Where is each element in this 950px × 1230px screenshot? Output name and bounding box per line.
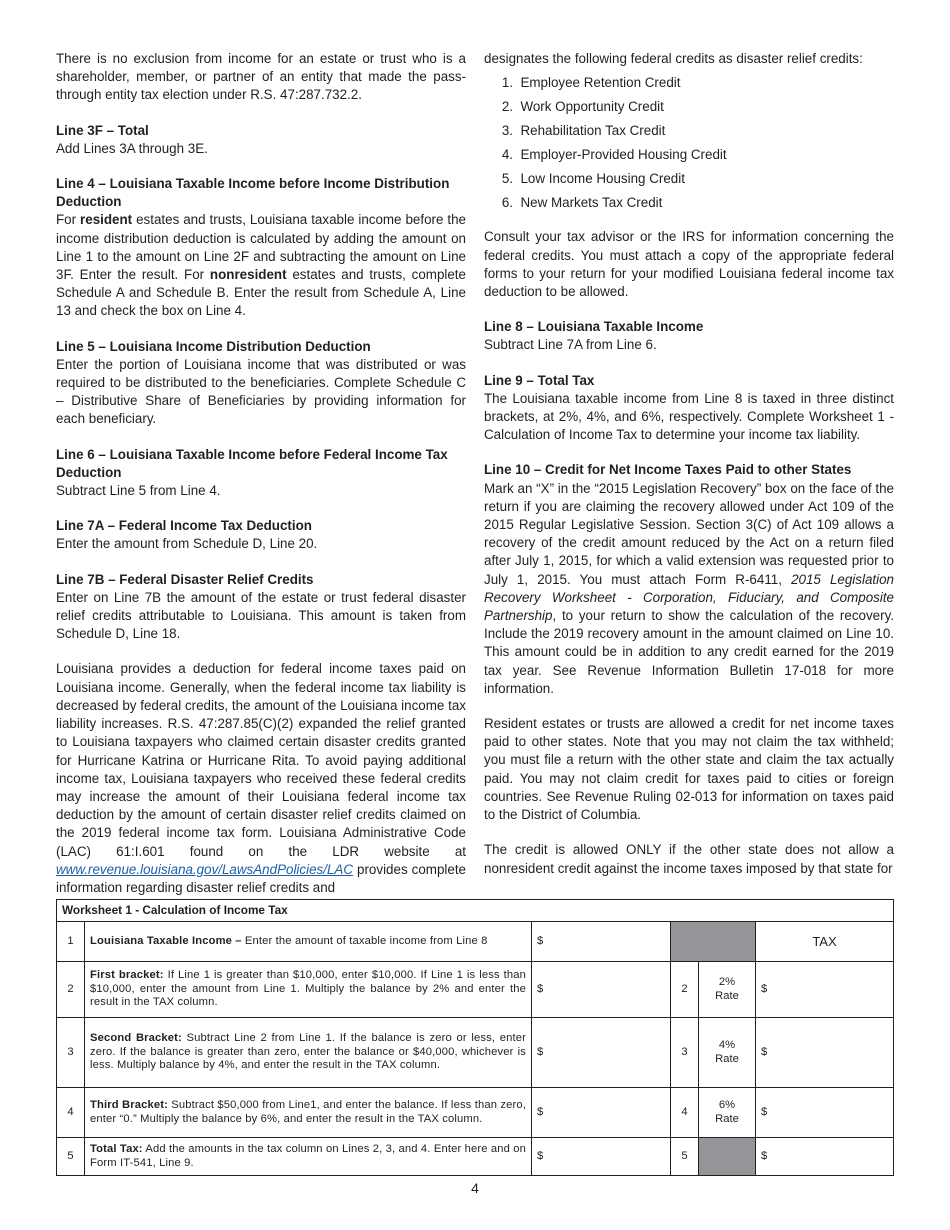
credits-list: [484, 74, 894, 212]
row-description: First bracket: If Line 1 is greater than $10,000, enter $10,000. If Line 1 is less than $10,000, enter the amount from Line 1. Multiply the balance by 2% and enter the result in the TAX column.: [85, 962, 532, 1018]
page-number: 4: [471, 1180, 479, 1196]
worksheet-1-table: [56, 899, 894, 1176]
line-number: 4: [57, 1088, 85, 1138]
line-6-heading: Line 6 – Louisiana Taxable Income before Federal Income Tax Deduction: [56, 446, 448, 480]
line-7a-heading: Line 7A – Federal Income Tax Deduction: [56, 518, 312, 534]
line-8-heading: Line 8 – Louisiana Taxable Income: [484, 319, 704, 335]
table-row: [57, 922, 894, 962]
row-description: Second Bracket: Subtract Line 2 from Line 1. If the balance is zero or less, enter zero. If the balance is greater than zero, enter the balance or $40,000, whichever is less. Multiply balance by 4%, and enter the result in the TAX column.: [85, 1018, 532, 1088]
list-item: 1. Employee Retention Credit: [501, 75, 681, 91]
ldr-lac-link[interactable]: www.revenue.louisiana.gov/LawsAndPolicies/LAC: [56, 861, 353, 877]
tax-field[interactable]: $: [756, 1138, 894, 1176]
list-item: 5. Low Income Housing Credit: [501, 171, 685, 187]
only-paragraph: [484, 841, 894, 877]
list-item: 4. Employer-Provided Housing Credit: [501, 147, 727, 163]
intro-paragraph: [56, 50, 466, 105]
tax-field[interactable]: $: [756, 1018, 894, 1088]
tax-column-header: TAX: [756, 922, 894, 962]
tax-field[interactable]: $: [756, 962, 894, 1018]
right-column: [484, 50, 894, 878]
amount-field[interactable]: $: [532, 962, 671, 1018]
section-line-4: [56, 175, 466, 321]
consult-paragraph: [484, 228, 894, 301]
line-number: 5: [57, 1138, 85, 1176]
line-number-right: 3: [671, 1018, 699, 1088]
intro-text: There is no exclusion from income for an estate or trust who is a shareholder, member, or partner of an entity that made the pass-through entity tax election under R.S. 47:287.732.2.: [56, 51, 466, 103]
line-10-text: Mark an “X” in the “2015 Legislation Recovery” box on the face of the return if you are claiming the recovery allowed under Act 109 of the 2015 Regular Legislative Session. Section 3(C) of Act 109 allows a recovery of the credit amount reduced by the Act on a return filed after July 1, 2015, for which a valid extension was requested prior to July 1, 2015. You must attach Form R-6411, 2015 Legislation Recovery Worksheet - Corporation, Fiduciary, and Composite Partnership, to your return to show the calculation of the recovery. Include the 2019 recovery amount in the amount claimed on Line 10. This amount could be in addition to any credit earned for the 2019 tax year. See Revenue Information Bulletin 17-018 for more information.: [484, 480, 894, 696]
rate-cell: 2% Rate: [699, 962, 756, 1018]
section-line-9: [484, 372, 894, 445]
rate-cell: 6% Rate: [699, 1088, 756, 1138]
tax-field[interactable]: $: [756, 1088, 894, 1138]
left-column: [56, 50, 466, 897]
line-number-right: 5: [671, 1138, 699, 1176]
line-number: 1: [57, 922, 85, 962]
consult-text: Consult your tax advisor or the IRS for information concerning the federal credits. You must attach a copy of the appropriate federal forms to your return for your modified Louisiana federal income tax deduction to be allowed.: [484, 229, 894, 300]
resident-paragraph: [484, 715, 894, 824]
only-text: The credit is allowed ONLY if the other state does not allow a nonresident credit against the income taxes imposed by that state for: [484, 842, 894, 876]
line-7b-text: Enter on Line 7B the amount of the estate or trust federal disaster relief credits attributable to Louisiana. This amount is taken from Schedule D, Line 18.: [56, 589, 466, 642]
section-line-5: [56, 338, 466, 429]
list-item: 6. New Markets Tax Credit: [501, 195, 663, 211]
shaded-cell: [699, 1138, 756, 1176]
line-5-heading: Line 5 – Louisiana Income Distribution Deduction: [56, 338, 371, 354]
list-item: 2. Work Opportunity Credit: [501, 99, 664, 115]
section-line-3f: [56, 122, 466, 158]
table-row: [57, 1138, 894, 1176]
section-line-10: [484, 461, 894, 698]
amount-field[interactable]: $: [532, 1138, 671, 1176]
line-8-text: Subtract Line 7A from Line 6.: [484, 337, 657, 353]
line-10-heading: Line 10 – Credit for Net Income Taxes Paid to other States: [484, 462, 852, 478]
line-6-text: Subtract Line 5 from Line 4.: [56, 483, 221, 499]
line-4-text: For resident estates and trusts, Louisiana taxable income before the income distribution deduction is calculated by adding the amount on Line 1 to the amount on Line 2F and subtracting the amount on Line 3F. Enter the result. For nonresident estates and trusts, complete Schedule A and Schedule B. Enter the result from Schedule A, Line 13 and check the box on Line 4.: [56, 212, 466, 319]
table-row: [57, 962, 894, 1018]
shaded-cell: [671, 922, 756, 962]
line-3f-heading: Line 3F – Total: [56, 122, 149, 138]
line-4-heading: Line 4 – Louisiana Taxable Income before Income Distribution Deduction: [56, 176, 450, 210]
amount-field[interactable]: $: [532, 1018, 671, 1088]
resident-text: Resident estates or trusts are allowed a credit for net income taxes paid to other states. Note that you may not claim the tax withheld; you must file a return with the other state and claim the tax actually paid. You may not claim credit for taxes paid to cities or foreign countries. See Revenue Ruling 02-013 for information on taxes paid to the District of Columbia.: [484, 716, 894, 823]
worksheet-title: Worksheet 1 - Calculation of Income Tax: [57, 900, 894, 922]
section-line-7a: [56, 517, 466, 553]
amount-field[interactable]: $: [532, 1088, 671, 1138]
worksheet-title-row: [57, 900, 894, 922]
row-description: Third Bracket: Subtract $50,000 from Line1, and enter the balance. If less than zero, enter “0.” Multiply the balance by 6%, and enter the result in the TAX column.: [85, 1088, 532, 1138]
line-9-heading: Line 9 – Total Tax: [484, 372, 595, 388]
line-7a-text: Enter the amount from Schedule D, Line 20.: [56, 536, 318, 552]
table-row: [57, 1018, 894, 1088]
line-number-right: 4: [671, 1088, 699, 1138]
line-5-text: Enter the portion of Louisiana income that was distributed or was required to be distributed to the beneficiaries. Complete Schedule C – Distributive Share of Beneficiaries by providing information for each beneficiary.: [56, 356, 466, 427]
deduction-text: Louisiana provides a deduction for federal income taxes paid on Louisiana income. Generally, when the federal income tax liability is decreased by federal credits, the amount of the Louisiana income tax liability increases. R.S. 47:287.85(C)(2) expanded the relief granted to Louisiana taxpayers who claimed certain disaster credits granted for Hurricane Katrina or Hurricane Rita. To avoid paying additional income tax, Louisiana taxpayers who received these federal credits may increase the amount of their Louisiana federal income tax deduction by the amount of certain disaster relief credits claimed on the 2019 federal income tax form. Louisiana Administrative Code (LAC) 61:I.601 found on the LDR website at www.revenue.louisiana.gov/LawsAndPolicies/LAC provides complete information regarding disaster relief credits and: [56, 661, 466, 895]
line-9-text: The Louisiana taxable income from Line 8 is taxed in three distinct brackets, at 2%, 4%, and 6%, respectively. Complete Worksheet 1 - Calculation of Income Tax to determine your income tax liability.: [484, 390, 894, 443]
line-3f-text: Add Lines 3A through 3E.: [56, 140, 208, 156]
table-row: [57, 1088, 894, 1138]
amount-field[interactable]: $: [532, 922, 671, 962]
section-line-6: [56, 446, 466, 501]
line-7b-heading: Line 7B – Federal Disaster Relief Credits: [56, 571, 314, 587]
section-line-7b: [56, 571, 466, 644]
line-number: 3: [57, 1018, 85, 1088]
list-item: 3. Rehabilitation Tax Credit: [501, 123, 666, 139]
credits-intro-text: designates the following federal credits as disaster relief credits:: [484, 51, 863, 66]
row-description: Total Tax: Add the amounts in the tax column on Lines 2, 3, and 4. Enter here and on Form IT-541, Line 9.: [85, 1138, 532, 1176]
deduction-paragraph: [56, 660, 466, 897]
rate-cell: 4% Rate: [699, 1018, 756, 1088]
section-line-8: [484, 318, 894, 354]
line-number: 2: [57, 962, 85, 1018]
line-number-right: 2: [671, 962, 699, 1018]
row-description: Louisiana Taxable Income – Enter the amount of taxable income from Line 8: [85, 922, 532, 962]
